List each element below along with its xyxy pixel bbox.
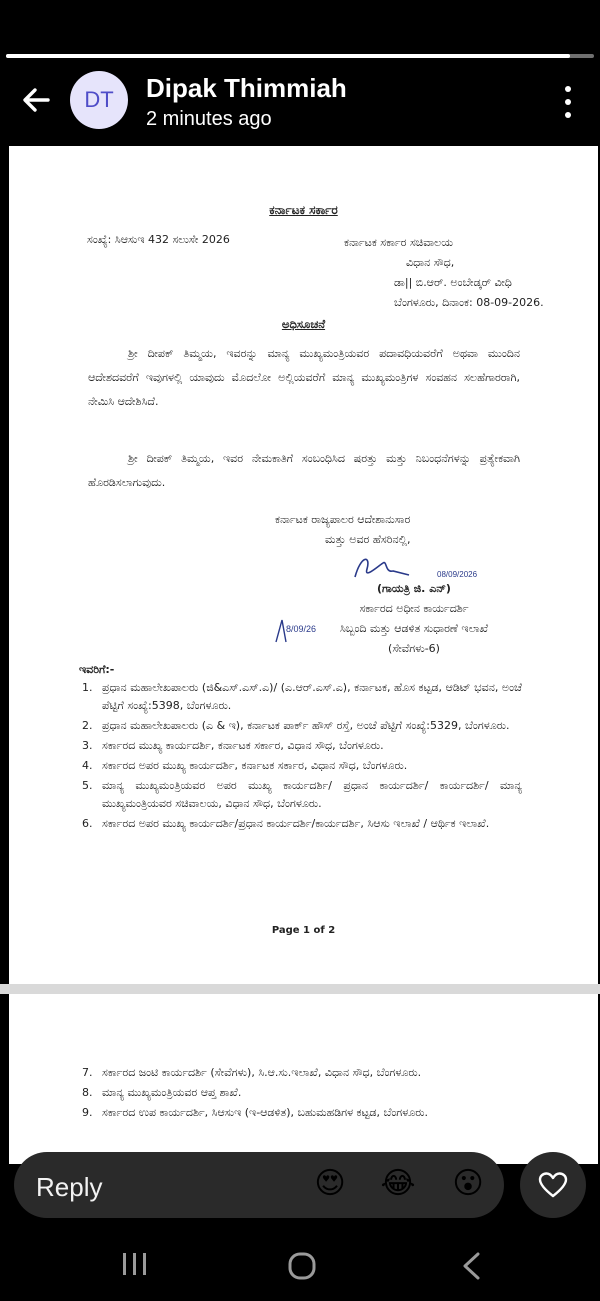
list-item: 7. ಸರ್ಕಾರದ ಜಂಟಿ ಕಾರ್ಯದರ್ಶಿ (ಸೇವೆಗಳು), ಸಿ.ಆ.ಸು.ಇಲಾಖೆ, ವಿಧಾನ ಸೌಧ, ಬೆಂಗಳೂರು. [82,1066,422,1079]
order-attribution [275,510,411,550]
officer-section: (ಸೇವೆಗಳು-6) [388,642,440,655]
officer-title: ಸರ್ಕಾರದ ಅಧೀನ ಕಾರ್ಯದರ್ಶಿ [359,602,469,615]
list-item: 5. ಮಾನ್ಯ ಮುಖ್ಯಮಂತ್ರಿಯವರ ಅಪರ ಮುಖ್ಯ ಕಾರ್ಯದರ್ಶಿ/ ಪ್ರಧಾನ ಕಾರ್ಯದರ್ಶಿ/ ಕಾರ್ಯದರ್ಶಿ/ ಮಾನ್ಯ ಮುಖ್ಯಮಂತ್ರಿಯವರ ಸಚಿವಾಲಯ, ವಿಧಾನ ಸೌಧ, ಬೆಂಗಳೂರು. [82,779,522,810]
laughing-emoji-button[interactable]: 😂 [380,1166,416,1201]
officer-department: ಸಿಬ್ಬಂದಿ ಮತ್ತು ಆಡಳಿತ ಸುಧಾರಣೆ ಇಲಾಖೆ [339,622,489,635]
sender-name[interactable]: Dipak Thimmiah [146,73,347,103]
list-item: 8. ಮಾನ್ಯ ಮುಖ್ಯಮಂತ್ರಿಯವರ ಆಪ್ತ ಶಾಖೆ. [82,1086,242,1099]
initials-stamp [272,616,332,646]
officer-name: (ಗಾಯತ್ರಿ ಜಿ. ಎನ್) [377,582,451,595]
home-icon[interactable] [288,1252,316,1280]
copy-to-heading: ಇವರಿಗೆ:- [79,663,115,676]
arrow-left-icon[interactable] [18,82,54,118]
address-line: ಬೆಂಗಳೂರು, ದಿನಾಂಕ: 08-09-2026. [394,296,544,309]
system-navigation-bar [0,1226,600,1301]
officer-block [309,579,519,659]
like-button[interactable] [520,1152,586,1218]
heart-outline-icon [538,1171,568,1199]
notice-heading: ಅಧಿಸೂಚನೆ [281,317,326,331]
reply-input[interactable] [14,1152,504,1218]
surprised-emoji-button[interactable]: 😮 [452,1166,484,1201]
list-item: 6. ಸರ್ಕಾರದ ಅಪರ ಮುಖ್ಯ ಕಾರ್ಯದರ್ಶಿ/ಪ್ರಧಾನ ಕಾರ್ಯದರ್ಶಿ/ಕಾರ್ಯದರ್ಶಿ, ಸಿಆಸು ಇಲಾಖೆ / ಆರ್ಥಿಕ ಇಲಾಖೆ. [82,817,490,830]
paragraph-2: ಶ್ರೀ ದೀಪಕ್ ತಿಮ್ಮಯ, ಇವರ ನೇಮಕಾತಿಗೆ ಸಂಬಂಧಿಸಿದ ಷರತ್ತು ಮತ್ತು ನಿಬಂಧನೆಗಳನ್ನು ಪ್ರತ್ಯೇಕವಾಗಿ ಹೊರಡಿಸಲಾಗುವುದು. [88,452,520,489]
avatar[interactable]: DT [70,71,128,129]
story-progress-fill [6,54,570,58]
order-line: ಕರ್ನಾಟಕ ರಾಜ್ಯಪಾಲರ ಆದೇಶಾನುಸಾರ [275,513,411,526]
copy-to-list-continued [82,1064,522,1124]
recent-apps-icon[interactable] [120,1252,150,1276]
address-line: ವಿಧಾನ ಸೌಧ, [406,256,455,269]
address-line: ಕರ್ನಾಟಕ ಸರ್ಕಾರ ಸಚಿವಾಲಯ [344,236,454,249]
reference-number: ಸಂಖ್ಯೆ: ಸಿಆಸುಇ 432 ಸಲುಸೇ 2026 [87,233,230,246]
list-item: 4. ಸರ್ಕಾರದ ಅಪರ ಮುಖ್ಯ ಕಾರ್ಯದರ್ಶಿ, ಕರ್ನಾಟಕ ಸರ್ಕಾರ, ವಿಧಾನ ಸೌಧ, ಬೆಂಗಳೂರು. [82,759,408,772]
address-line: ಡಾ|| ಬಿ.ಆರ್. ಅಂಬೇಡ್ಕರ್ ವೀಧಿ [394,276,512,289]
list-item: 2. ಪ್ರಧಾನ ಮಹಾಲೇಖಪಾಲರು (ಎ & ಇ), ಕರ್ನಾಟಕ ಪಾರ್ಕ್ ಹೌಸ್ ರಸ್ತೆ, ಅಂಚೆ ಪೆಟ್ಟಿಗೆ ಸಂಖ್ಯೆ:5329, ಬೆಂಗಳೂರು. [82,719,510,732]
document-page-1 [9,146,598,984]
office-address [344,233,544,313]
page-number: Page 1 of 2 [271,925,336,936]
paragraph-1: ಶ್ರೀ ದೀಪಕ್ ತಿಮ್ಮಯ, ಇವರನ್ನು ಮಾನ್ಯ ಮುಖ್ಯಮಂತ್ರಿಯವರ ಪದಾವಧಿಯವರೆಗೆ ಅಥವಾ ಮುಂದಿನ ಆದೇಶದವರೆಗೆ ಇವುಗಳಲ್ಲಿ ಯಾವುದು ಮೊದಲೋ ಅಲ್ಲಿಯವರೆಗೆ ಮಾನ್ಯ ಮುಖ್ಯಮಂತ್ರಿಗಳ ಸಂವಹನ ಸಲಹೆಗಾರರಾಗಿ, ನೇಮಿಸಿ ಆದೇಶಿಸಿದೆ. [88,347,520,408]
story-progress-track [6,54,594,58]
page-gap [0,984,600,994]
more-vert-icon[interactable] [558,86,578,118]
list-item: 1. ಪ್ರಧಾನ ಮಹಾಲೇಖಪಾಲರು (ಜಿ&ಎಸ್.ಎಸ್.ಎ)/ (ಎ.ಆರ್.ಎಸ್.ಎ), ಕರ್ನಾಟಕ, ಹೊಸ ಕಟ್ಟಡ, ಆಡಿಟ್ ಭವನ, ಅಂಚೆ ಪೆಟ್ಟಿಗೆ ಸಂಖ್ಯೆ:5398, ಬೆಂಗಳೂರು. [82,681,522,712]
order-line: ಮತ್ತು ಅವರ ಹೆಸರಿನಲ್ಲಿ, [325,533,411,546]
timestamp: 2 minutes ago [146,108,272,130]
reply-label[interactable]: Reply [36,1172,103,1202]
svg-text:8/09/26: 8/09/26 [286,624,317,634]
department-title: ಕರ್ನಾಟಕ ಸರ್ಕಾರ [269,203,338,217]
list-item: 3. ಸರ್ಕಾರದ ಮುಖ್ಯ ಕಾರ್ಯದರ್ಶಿ, ಕರ್ನಾಟಕ ಸರ್ಕಾರ, ವಿಧಾನ ಸೌಧ, ಬೆಂಗಳೂರು. [82,739,384,752]
document-page-2 [9,994,598,1164]
back-chevron-icon[interactable] [460,1251,484,1281]
svg-text:08/09/2026: 08/09/2026 [437,570,478,579]
heart-eyes-emoji-button[interactable]: 😍 [314,1166,346,1201]
copy-to-list [82,679,522,835]
list-item: 9. ಸರ್ಕಾರದ ಉಪ ಕಾರ್ಯದರ್ಶಿ, ಸಿಆಸುಇ (ಇ-ಆಡಳಿತ), ಬಹುಮಹಡಿಗಳ ಕಟ್ಟಡ, ಬೆಂಗಳೂರು. [82,1106,429,1119]
